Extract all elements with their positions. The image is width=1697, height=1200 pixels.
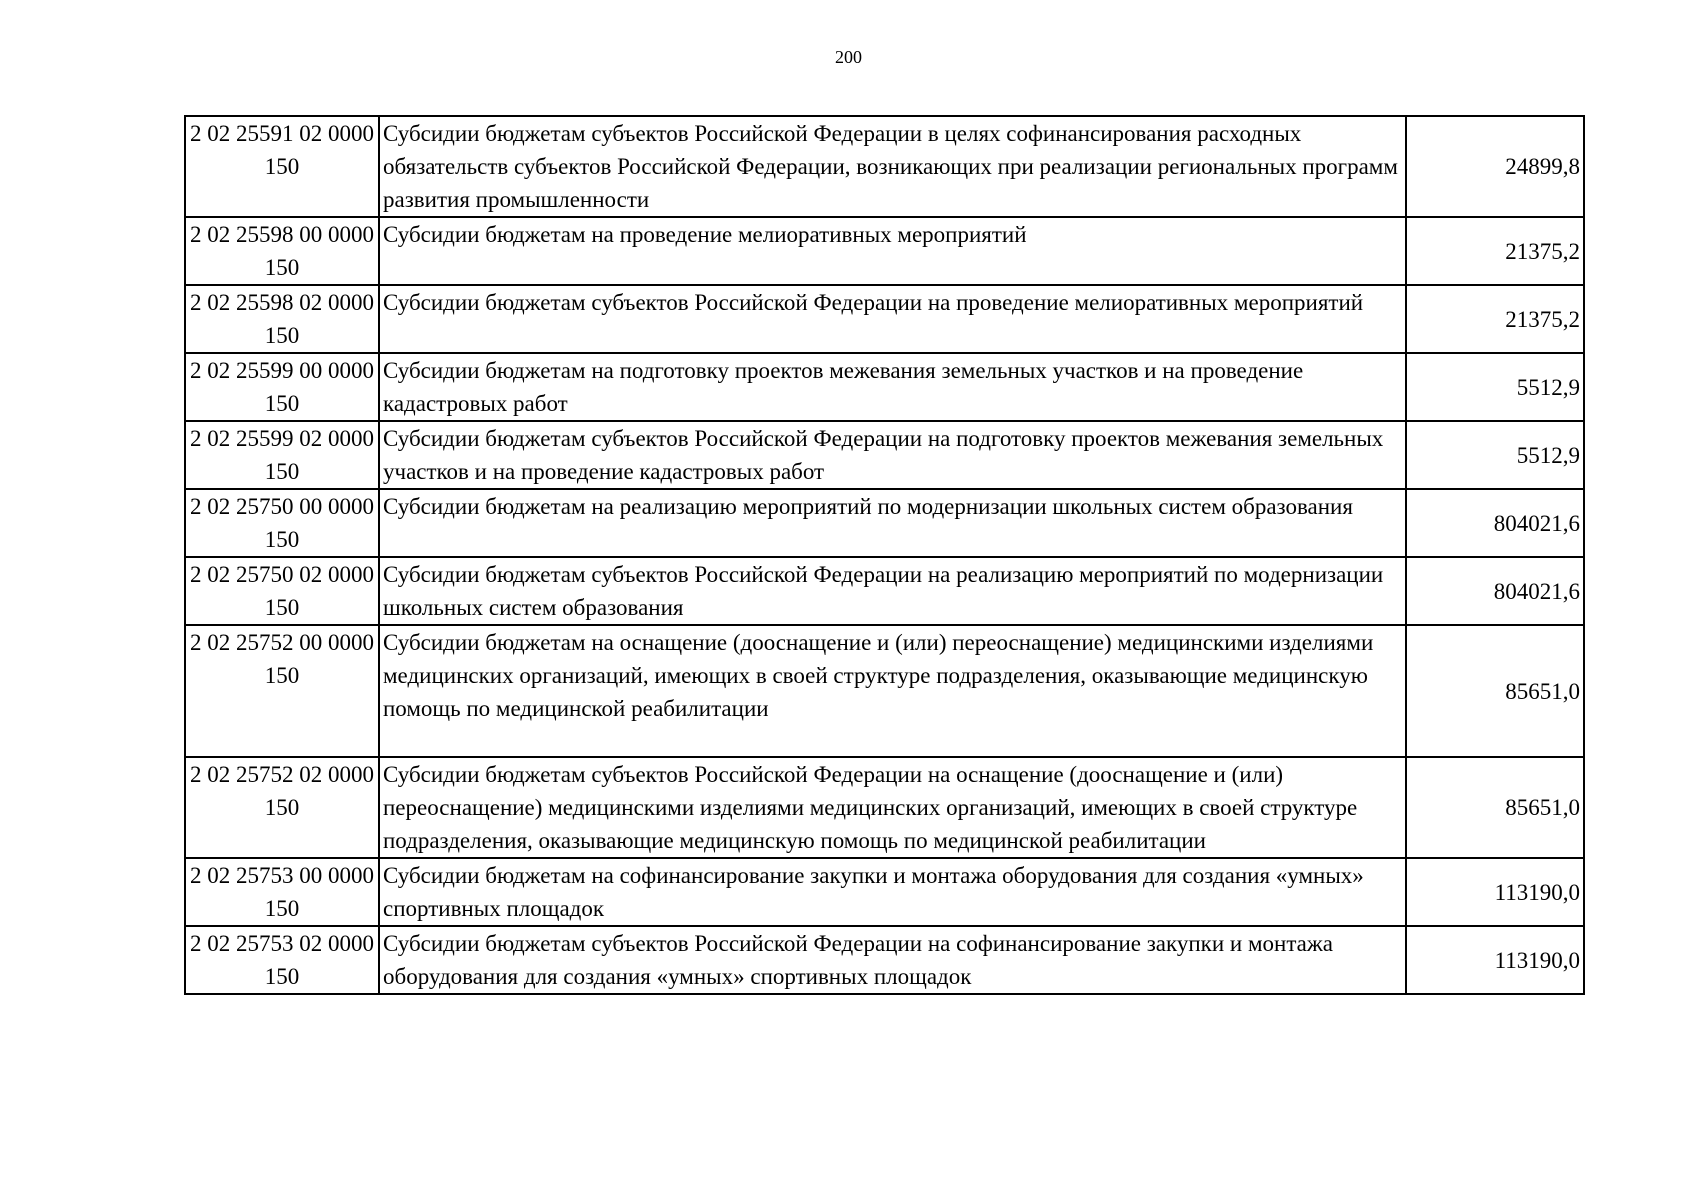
revenue-name-cell: Субсидии бюджетам на софинансирование закупки и монтажа оборудования для создания «умных» спортивных площадок	[379, 858, 1406, 926]
amount-cell: 113190,0	[1406, 926, 1584, 994]
amount-cell: 21375,2	[1406, 217, 1584, 285]
table-row	[185, 116, 1584, 217]
classification-code-cell: 2 02 25753 02 0000 150	[185, 926, 379, 994]
classification-code-cell: 2 02 25752 00 0000 150	[185, 625, 379, 757]
amount-cell: 24899,8	[1406, 116, 1584, 217]
amount-cell: 21375,2	[1406, 285, 1584, 353]
classification-code-cell: 2 02 25753 00 0000 150	[185, 858, 379, 926]
revenue-name-cell: Субсидии бюджетам субъектов Российской Федерации на софинансирование закупки и монтажа оборудования для создания «умных» спортивных площадок	[379, 926, 1406, 994]
table-row	[185, 489, 1584, 557]
table-row	[185, 217, 1584, 285]
budget-revenue-table	[184, 115, 1585, 995]
table-row	[185, 757, 1584, 858]
page-number: 200	[835, 47, 862, 67]
amount-cell: 804021,6	[1406, 557, 1584, 625]
revenue-name-cell: Субсидии бюджетам субъектов Российской Федерации на подготовку проектов межевания земельных участков и на проведение кадастровых работ	[379, 421, 1406, 489]
table-row	[185, 858, 1584, 926]
revenue-name-cell: Субсидии бюджетам субъектов Российской Федерации на оснащение (дооснащение и (или) переоснащение) медицинскими изделиями медицинских организаций, имеющих в своей структуре подразделения, оказывающие медицинскую помощь по медицинской реабилитации	[379, 757, 1406, 858]
classification-code-cell: 2 02 25599 02 0000 150	[185, 421, 379, 489]
amount-cell: 5512,9	[1406, 353, 1584, 421]
revenue-name-cell: Субсидии бюджетам на проведение мелиоративных мероприятий	[379, 217, 1406, 285]
revenue-name-cell: Субсидии бюджетам субъектов Российской Федерации в целях софинансирования расходных обязательств субъектов Российской Федерации, возникающих при реализации региональных программ развития промышленности	[379, 116, 1406, 217]
amount-cell: 804021,6	[1406, 489, 1584, 557]
table-row	[185, 926, 1584, 994]
classification-code-cell: 2 02 25752 02 0000 150	[185, 757, 379, 858]
table-row	[185, 353, 1584, 421]
amount-cell: 85651,0	[1406, 757, 1584, 858]
classification-code-cell: 2 02 25598 00 0000 150	[185, 217, 379, 285]
amount-cell: 5512,9	[1406, 421, 1584, 489]
classification-code-cell: 2 02 25750 02 0000 150	[185, 557, 379, 625]
table-row	[185, 557, 1584, 625]
amount-cell: 85651,0	[1406, 625, 1584, 757]
classification-code-cell: 2 02 25750 00 0000 150	[185, 489, 379, 557]
revenue-name-cell: Субсидии бюджетам субъектов Российской Федерации на реализацию мероприятий по модернизации школьных систем образования	[379, 557, 1406, 625]
revenue-name-cell: Субсидии бюджетам на подготовку проектов межевания земельных участков и на проведение кадастровых работ	[379, 353, 1406, 421]
revenue-name-cell: Субсидии бюджетам на реализацию мероприятий по модернизации школьных систем образования	[379, 489, 1406, 557]
classification-code-cell: 2 02 25591 02 0000 150	[185, 116, 379, 217]
table-row	[185, 421, 1584, 489]
table-row	[185, 285, 1584, 353]
revenue-name-cell: Субсидии бюджетам субъектов Российской Федерации на проведение мелиоративных мероприятий	[379, 285, 1406, 353]
revenue-name-cell: Субсидии бюджетам на оснащение (дооснащение и (или) переоснащение) медицинскими изделиями медицинских организаций, имеющих в своей структуре подразделения, оказывающие медицинскую помощь по медицинской реабилитации	[379, 625, 1406, 757]
table-row	[185, 625, 1584, 757]
classification-code-cell: 2 02 25598 02 0000 150	[185, 285, 379, 353]
amount-cell: 113190,0	[1406, 858, 1584, 926]
classification-code-cell: 2 02 25599 00 0000 150	[185, 353, 379, 421]
